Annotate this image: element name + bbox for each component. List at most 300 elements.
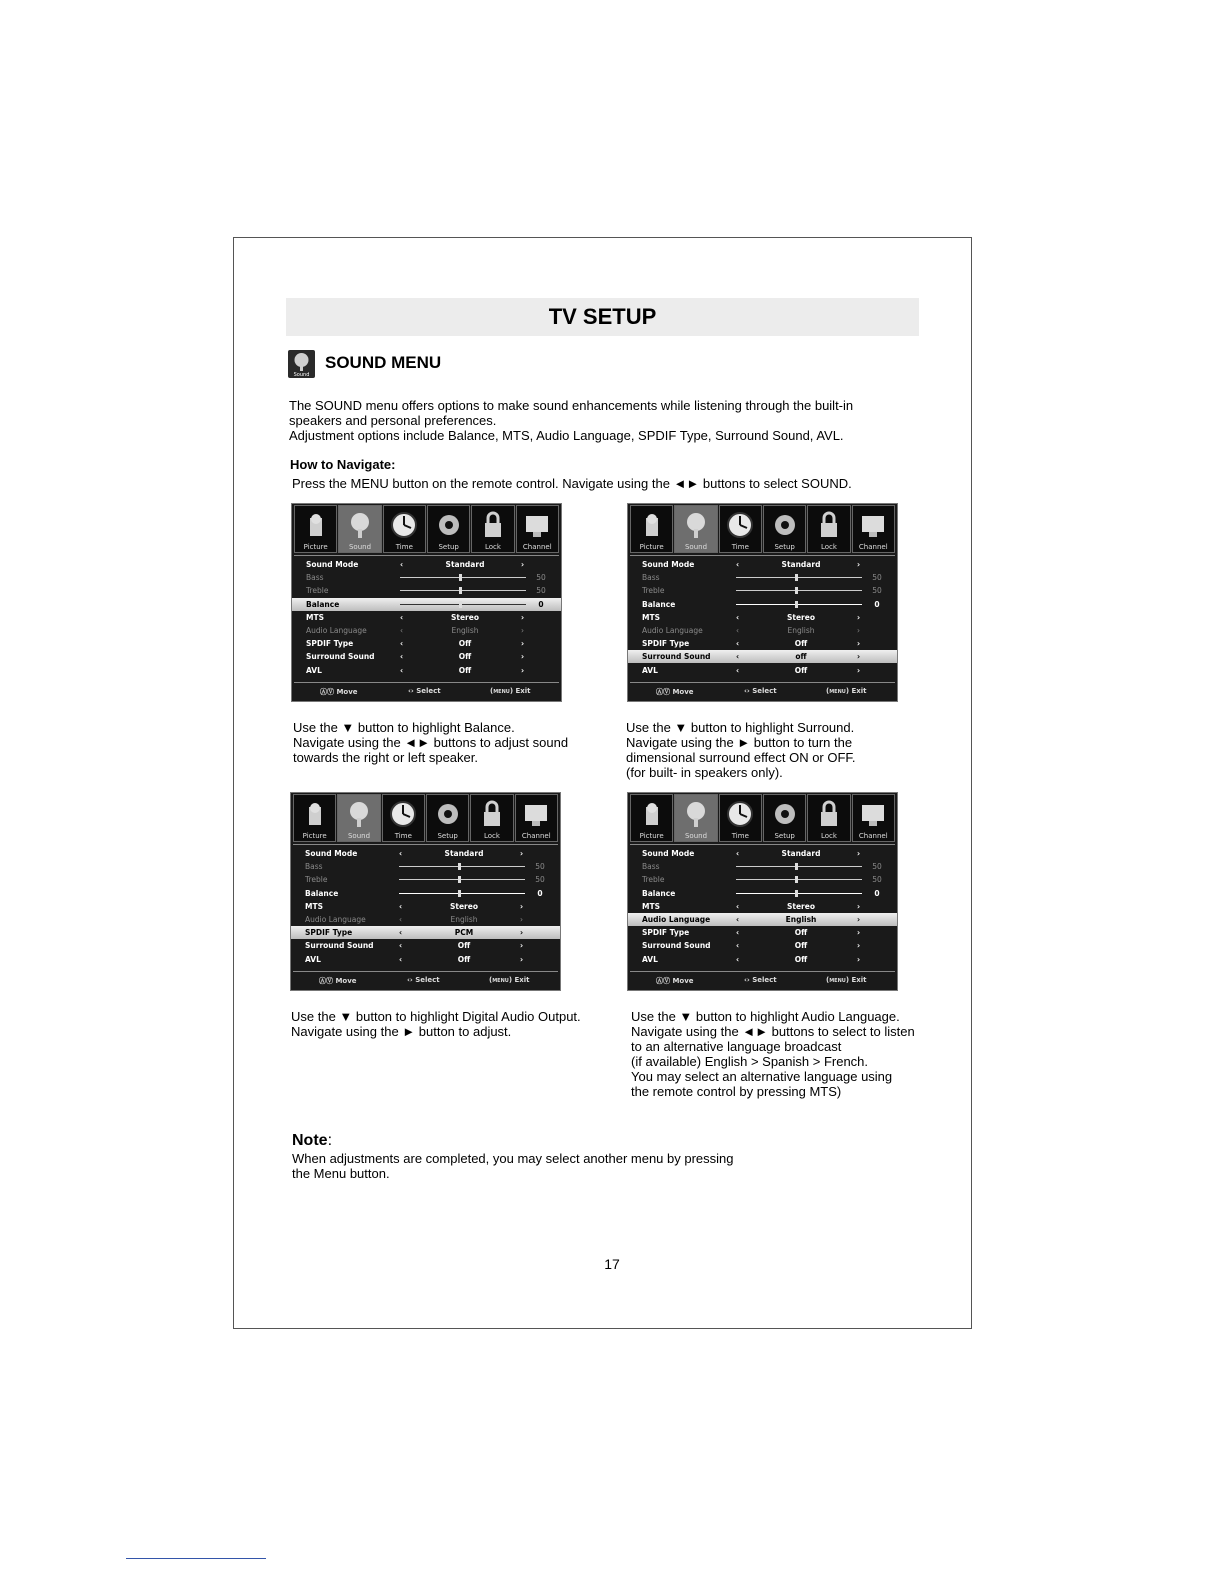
gear-icon (434, 799, 462, 829)
tab-time[interactable] (719, 794, 762, 842)
right-arrow-icon[interactable]: › (857, 941, 861, 951)
slider-track (400, 577, 526, 578)
caption-language-3: to an alternative language broadcast (631, 1039, 842, 1054)
menu-row-label: MTS (306, 612, 324, 622)
tab-label: Lock (820, 832, 837, 840)
menu-tabs (294, 505, 559, 553)
tab-sound[interactable] (674, 505, 717, 553)
clock-icon (389, 799, 417, 829)
clock-icon (726, 510, 754, 540)
tab-label: Channel (858, 832, 888, 840)
gear-icon (771, 799, 799, 829)
tv-menu-spdif (290, 792, 561, 991)
menu-row-label: Bass (642, 862, 660, 872)
picture-icon (301, 799, 329, 829)
sound-icon (682, 799, 710, 829)
gear-icon (771, 510, 799, 540)
monitor-icon (859, 510, 887, 540)
tab-lock[interactable] (470, 794, 513, 842)
move-hint: ⒶⓋ Move (319, 977, 357, 985)
slider-track (736, 577, 862, 578)
page-number: 17 (604, 1256, 620, 1272)
right-arrow-icon[interactable]: › (520, 849, 524, 858)
menu-row-label: Sound Mode (642, 560, 695, 569)
menu-row-value: Off (794, 665, 808, 675)
menu-tabs (630, 505, 895, 553)
tv-menu-balance (291, 503, 562, 702)
menu-row-value: Off (794, 928, 808, 938)
left-arrow-icon[interactable]: ‹ (736, 928, 740, 938)
menu-row-avl[interactable] (628, 664, 897, 677)
left-arrow-icon[interactable]: ‹ (736, 665, 740, 675)
menu-row-label: Sound Mode (306, 560, 359, 569)
menu-tabs (630, 794, 895, 842)
menu-row-label: Surround Sound (642, 941, 711, 951)
caption-language-4: (if available) English > Spanish > French. (631, 1054, 869, 1069)
exit-hint: (MENU) Exit (489, 976, 530, 984)
move-hint: ⒶⓋ Move (656, 688, 694, 696)
menu-row-value: English (785, 915, 817, 924)
slider-value: 50 (872, 875, 882, 885)
menu-row-spdif[interactable] (292, 637, 561, 650)
menu-row-label: Surround Sound (642, 652, 711, 662)
tv-menu-surround (627, 503, 898, 702)
menu-row-treble[interactable] (628, 584, 897, 597)
right-arrow-icon[interactable]: › (857, 626, 860, 635)
menu-row-value: Off (457, 941, 471, 951)
right-arrow-icon[interactable]: › (857, 849, 861, 858)
lock-icon (815, 510, 843, 540)
select-hint: ‹› Select (744, 976, 777, 984)
menu-row-surround[interactable] (292, 650, 561, 663)
menu-row-value: Off (457, 954, 471, 964)
menu-row-audio-language[interactable] (292, 624, 561, 637)
slider-knob[interactable] (459, 601, 462, 608)
svg-text:Sound: Sound (293, 372, 310, 378)
menu-row-value: Standard (445, 560, 485, 569)
divider (630, 555, 895, 556)
left-arrow-icon[interactable]: ‹ (736, 626, 739, 635)
menu-row-label: AVL (306, 665, 322, 675)
right-arrow-icon[interactable]: › (521, 639, 525, 649)
caption-surround-2: Navigate using the ► button to turn the (626, 735, 853, 750)
intro-line-2: speakers and personal preferences. (289, 413, 497, 428)
exit-hint: (MENU) Exit (826, 687, 867, 695)
left-arrow-icon[interactable]: ‹ (736, 901, 740, 911)
menu-row-label: Audio Language (642, 915, 711, 924)
menu-row-value: Standard (781, 560, 821, 569)
left-arrow-icon[interactable]: ‹ (400, 560, 404, 569)
note-heading: Note: (292, 1132, 333, 1149)
clock-icon (390, 510, 418, 540)
left-arrow-icon[interactable]: ‹ (736, 849, 740, 858)
tab-label: Channel (521, 832, 551, 840)
menu-row-value: English (787, 626, 815, 635)
menu-row-avl[interactable] (628, 953, 897, 966)
slider-track (399, 893, 525, 894)
slider-track (400, 590, 526, 591)
slider-knob[interactable] (458, 863, 461, 870)
select-hint: ‹› Select (407, 976, 440, 984)
tab-label: Sound (347, 832, 371, 840)
tab-picture[interactable] (294, 505, 337, 553)
right-arrow-icon[interactable]: › (520, 901, 524, 911)
menu-row-value: Off (458, 665, 472, 675)
slider-value: 50 (535, 875, 545, 885)
menu-row-label: Balance (642, 888, 676, 898)
right-arrow-icon[interactable]: › (521, 560, 525, 569)
tab-picture[interactable] (630, 505, 673, 553)
menu-row-label: Balance (642, 599, 676, 609)
menu-row-surround[interactable] (628, 939, 897, 952)
right-arrow-icon[interactable]: › (521, 665, 525, 675)
left-arrow-icon[interactable]: ‹ (399, 901, 403, 911)
move-hint: ⒶⓋ Move (656, 977, 694, 985)
menu-row-label: MTS (305, 901, 323, 911)
picture-icon (638, 799, 666, 829)
menu-row-label: Treble (642, 875, 665, 885)
slider-track (736, 879, 862, 880)
menu-row-treble[interactable] (291, 873, 560, 886)
menu-row-label: Sound Mode (642, 849, 695, 858)
note-line-1: When adjustments are completed, you may select another menu by pressing (292, 1151, 734, 1166)
left-arrow-icon[interactable]: ‹ (400, 639, 404, 649)
caption-language-1: Use the ▼ button to highlight Audio Language. (631, 1009, 900, 1024)
right-arrow-icon[interactable]: › (520, 941, 524, 951)
sound-icon (288, 350, 315, 378)
tab-picture[interactable] (293, 794, 336, 842)
menu-row-spdif[interactable] (291, 926, 560, 939)
tab-sound[interactable] (338, 505, 381, 553)
left-arrow-icon[interactable]: ‹ (399, 915, 402, 924)
menu-row-label: AVL (305, 954, 321, 964)
tab-setup[interactable] (426, 794, 469, 842)
slider-knob[interactable] (458, 890, 461, 897)
menu-row-label: AVL (642, 665, 658, 675)
slider-knob[interactable] (795, 863, 798, 870)
tab-label: Time (394, 832, 412, 840)
tab-time[interactable] (383, 505, 426, 553)
right-arrow-icon[interactable]: › (520, 928, 524, 938)
slider-value: 50 (872, 586, 882, 596)
menu-row-balance[interactable] (628, 887, 897, 900)
menu-row-value: Off (794, 941, 808, 951)
section-title: SOUND MENU (325, 353, 442, 372)
menu-row-spdif[interactable] (628, 637, 897, 650)
tab-setup[interactable] (763, 794, 806, 842)
menu-row-label: SPDIF Type (306, 639, 354, 649)
tab-label: Time (731, 543, 749, 551)
tab-label: Sound (684, 543, 708, 551)
picture-icon (638, 510, 666, 540)
intro-line-3: Adjustment options include Balance, MTS, Audio Language, SPDIF Type, Surround Sound, AVL. (289, 428, 844, 443)
tab-picture[interactable] (630, 794, 673, 842)
tab-lock[interactable] (471, 505, 514, 553)
slider-value: 50 (872, 573, 882, 583)
menu-row-balance[interactable] (628, 598, 897, 611)
slider-track (399, 879, 525, 880)
menu-footer (630, 971, 895, 988)
menu-row-bass[interactable] (292, 571, 561, 584)
right-arrow-icon[interactable]: › (520, 915, 523, 924)
right-arrow-icon[interactable]: › (857, 915, 861, 924)
slider-track (736, 604, 862, 605)
tv-menu-audio-language (627, 792, 898, 991)
exit-hint: (MENU) Exit (490, 687, 531, 695)
sound-icon (346, 510, 374, 540)
sound-icon (682, 510, 710, 540)
caption-language-5: You may select an alternative language using (631, 1069, 893, 1084)
left-arrow-icon[interactable]: ‹ (400, 665, 404, 675)
slider-knob[interactable] (795, 587, 798, 594)
monitor-icon (859, 799, 887, 829)
tab-channel[interactable] (515, 794, 558, 842)
tab-channel[interactable] (852, 794, 895, 842)
tab-setup[interactable] (763, 505, 806, 553)
slider-knob[interactable] (795, 876, 798, 883)
caption-balance-1: Use the ▼ button to highlight Balance. (293, 720, 515, 735)
left-arrow-icon[interactable]: ‹ (736, 915, 740, 924)
caption-surround-1: Use the ▼ button to highlight Surround. (626, 720, 855, 735)
navigate-heading: How to Navigate: (290, 457, 396, 472)
note-line-2: the Menu button. (292, 1166, 390, 1181)
menu-footer (630, 682, 895, 699)
caption-balance-3: towards the right or left speaker. (293, 750, 478, 765)
picture-icon (302, 510, 330, 540)
menu-row-label: Balance (306, 599, 340, 609)
slider-track (736, 893, 862, 894)
caption-surround-3: dimensional surround effect ON or OFF. (626, 750, 856, 765)
left-arrow-icon[interactable]: ‹ (736, 652, 740, 662)
slider-track (736, 590, 862, 591)
left-arrow-icon[interactable]: ‹ (736, 560, 740, 569)
tab-label: Lock (484, 543, 501, 551)
menu-row-surround[interactable] (628, 650, 897, 663)
slider-track (400, 604, 526, 605)
menu-row-value: Stereo (786, 612, 815, 622)
menu-row-value: Stereo (449, 901, 478, 911)
right-arrow-icon[interactable]: › (521, 652, 525, 662)
right-arrow-icon[interactable]: › (857, 665, 861, 675)
slider-value: 0 (538, 599, 544, 609)
monitor-icon (523, 510, 551, 540)
tab-channel[interactable] (852, 505, 895, 553)
menu-row-spdif[interactable] (628, 926, 897, 939)
menu-row-label: Audio Language (305, 915, 366, 924)
monitor-icon (522, 799, 550, 829)
right-arrow-icon[interactable]: › (857, 652, 861, 662)
slider-value: 50 (536, 586, 546, 596)
menu-row-avl[interactable] (292, 664, 561, 677)
menu-row-balance[interactable] (292, 598, 561, 611)
menu-row-surround[interactable] (291, 939, 560, 952)
slider-knob[interactable] (795, 574, 798, 581)
menu-row-sound-mode[interactable] (292, 558, 561, 571)
menu-row-value: off (795, 652, 807, 662)
right-arrow-icon[interactable]: › (857, 954, 861, 964)
tab-label: Setup (437, 832, 458, 840)
tab-label: Sound (684, 832, 708, 840)
menu-row-value: Off (794, 954, 808, 964)
intro-line-1: The SOUND menu offers options to make sound enhancements while listening through the built-in (289, 398, 854, 413)
menu-row-label: SPDIF Type (642, 928, 690, 938)
menu-row-label: MTS (642, 901, 660, 911)
left-arrow-icon[interactable]: ‹ (400, 612, 404, 622)
tab-sound[interactable] (337, 794, 380, 842)
divider (630, 844, 895, 845)
caption-language-6: the remote control by pressing MTS) (631, 1084, 842, 1099)
menu-row-label: Treble (306, 586, 329, 596)
right-arrow-icon[interactable]: › (521, 626, 524, 635)
navigate-text: Press the MENU button on the remote control. Navigate using the ◄► buttons to select SOUND. (292, 476, 852, 491)
menu-row-label: SPDIF Type (305, 928, 353, 938)
right-arrow-icon[interactable]: › (857, 612, 861, 622)
tab-label: Picture (302, 832, 327, 840)
menu-row-label: Surround Sound (305, 941, 374, 951)
tab-label: Time (395, 543, 413, 551)
tab-label: Picture (303, 543, 328, 551)
menu-row-sound-mode[interactable] (628, 558, 897, 571)
tab-label: Setup (774, 832, 795, 840)
menu-row-sound-mode[interactable] (628, 847, 897, 860)
menu-tabs (293, 794, 558, 842)
slider-track (399, 866, 525, 867)
left-arrow-icon[interactable]: ‹ (400, 652, 404, 662)
slider-value: 0 (874, 888, 880, 898)
menu-row-bass[interactable] (291, 860, 560, 873)
menu-row-value: English (451, 626, 479, 635)
menu-row-treble[interactable] (628, 873, 897, 886)
select-hint: ‹› Select (744, 687, 777, 695)
menu-row-value: English (450, 915, 478, 924)
left-arrow-icon[interactable]: ‹ (400, 626, 403, 635)
slider-knob[interactable] (795, 601, 798, 608)
menu-row-label: Audio Language (642, 626, 703, 635)
left-arrow-icon[interactable]: ‹ (736, 954, 740, 964)
divider (293, 844, 558, 845)
right-arrow-icon[interactable]: › (857, 560, 861, 569)
caption-language-2: Navigate using the ◄► buttons to select to listen (631, 1024, 915, 1039)
menu-row-audio-language[interactable] (628, 624, 897, 637)
menu-row-label: AVL (642, 954, 658, 964)
right-arrow-icon[interactable]: › (857, 639, 861, 649)
gear-icon (435, 510, 463, 540)
tab-label: Picture (639, 832, 664, 840)
menu-row-treble[interactable] (292, 584, 561, 597)
right-arrow-icon[interactable]: › (521, 612, 525, 622)
menu-row-label: MTS (642, 612, 660, 622)
left-arrow-icon[interactable]: ‹ (736, 612, 740, 622)
menu-row-bass[interactable] (628, 860, 897, 873)
slider-knob[interactable] (459, 574, 462, 581)
tab-time[interactable] (719, 505, 762, 553)
exit-hint: (MENU) Exit (826, 976, 867, 984)
slider-knob[interactable] (795, 890, 798, 897)
slider-knob[interactable] (458, 876, 461, 883)
menu-row-audio-language[interactable] (628, 913, 897, 926)
tab-label: Setup (438, 543, 459, 551)
tab-label: Lock (483, 832, 500, 840)
menu-row-value: Off (458, 639, 472, 649)
sound-icon (345, 799, 373, 829)
tab-label: Lock (820, 543, 837, 551)
tab-time[interactable] (382, 794, 425, 842)
menu-row-label: Treble (305, 875, 328, 885)
menu-row-label: Sound Mode (305, 849, 358, 858)
tab-setup[interactable] (427, 505, 470, 553)
menu-row-value: PCM (454, 928, 474, 938)
slider-value: 50 (535, 862, 545, 872)
caption-spdif-1: Use the ▼ button to highlight Digital Audio Output. (291, 1009, 581, 1024)
caption-balance-2: Navigate using the ◄► buttons to adjust sound (293, 735, 569, 750)
left-arrow-icon[interactable]: ‹ (399, 954, 403, 964)
menu-row-mts[interactable] (292, 611, 561, 624)
tab-label: Time (731, 832, 749, 840)
divider (294, 555, 559, 556)
left-arrow-icon[interactable]: ‹ (399, 928, 403, 938)
tab-channel[interactable] (516, 505, 559, 553)
menu-row-mts[interactable] (628, 611, 897, 624)
menu-row-value: Standard (781, 849, 821, 858)
menu-footer (294, 682, 559, 699)
slider-value: 50 (536, 573, 546, 583)
slider-value: 0 (537, 888, 543, 898)
menu-row-balance[interactable] (291, 887, 560, 900)
menu-row-label: SPDIF Type (642, 639, 690, 649)
left-arrow-icon[interactable]: ‹ (399, 849, 403, 858)
menu-row-label: Balance (305, 888, 339, 898)
caption-surround-4: (for built- in speakers only). (626, 765, 783, 780)
select-hint: ‹› Select (408, 687, 441, 695)
menu-row-label: Bass (306, 573, 324, 583)
menu-row-mts[interactable] (628, 900, 897, 913)
caption-spdif-2: Navigate using the ► button to adjust. (291, 1024, 512, 1039)
menu-row-label: Bass (305, 862, 323, 872)
page-title: TV SETUP (286, 298, 919, 336)
tab-sound[interactable] (674, 794, 717, 842)
footer-line (126, 1558, 266, 1559)
left-arrow-icon[interactable]: ‹ (736, 639, 740, 649)
right-arrow-icon[interactable]: › (857, 928, 861, 938)
menu-row-audio-language[interactable] (291, 913, 560, 926)
lock-icon (479, 510, 507, 540)
tab-lock[interactable] (807, 505, 850, 553)
menu-row-mts[interactable] (291, 900, 560, 913)
left-arrow-icon[interactable]: ‹ (399, 941, 403, 951)
tab-lock[interactable] (807, 794, 850, 842)
clock-icon (726, 799, 754, 829)
tab-label: Sound (348, 543, 372, 551)
slider-knob[interactable] (459, 587, 462, 594)
tab-label: Channel (522, 543, 552, 551)
menu-row-avl[interactable] (291, 953, 560, 966)
menu-row-value: Stereo (786, 901, 815, 911)
menu-row-label: Surround Sound (306, 652, 375, 662)
menu-footer (293, 971, 558, 988)
right-arrow-icon[interactable]: › (857, 901, 861, 911)
menu-row-label: Bass (642, 573, 660, 583)
menu-row-label: Treble (642, 586, 665, 596)
lock-icon (478, 799, 506, 829)
slider-track (736, 866, 862, 867)
menu-row-sound-mode[interactable] (291, 847, 560, 860)
menu-row-bass[interactable] (628, 571, 897, 584)
tab-label: Setup (774, 543, 795, 551)
right-arrow-icon[interactable]: › (520, 954, 524, 964)
menu-row-value: Stereo (450, 612, 479, 622)
menu-row-value: Standard (444, 849, 484, 858)
left-arrow-icon[interactable]: ‹ (736, 941, 740, 951)
